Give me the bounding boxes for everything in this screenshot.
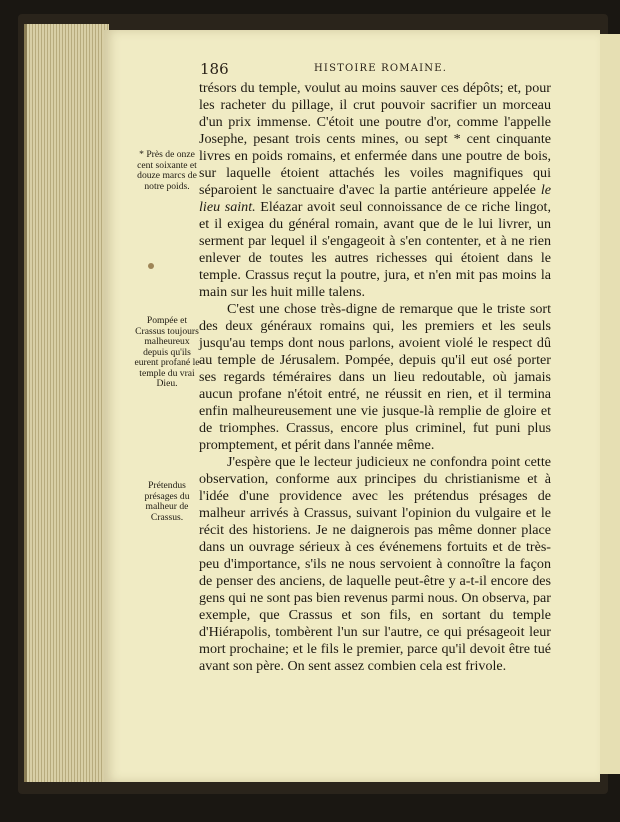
paragraph-text: trésors du temple, voulut au moins sauver ces dépôts; et, pour les racheter du pillage, il crut pouvoir sacrifier un morceau d'un prix immense. C'étoit une poutre d'or, comme l'appelle Josephe, pesant trois cents mines, ou sept * cent cinquante livres en poids romains, et enfermée dans une poutre de bois, sur laquelle étoient attachés les voiles magnifiques qui séparoient le sanctuaire d'avec la partie antérieure appelée bbox=[199, 80, 551, 198]
page-header bbox=[200, 60, 560, 78]
page-number: 186 bbox=[200, 60, 229, 78]
italic-term: le lieu saint. bbox=[199, 182, 551, 215]
margin-note: Pompée et Crassus toujours malheureux depuis qu'ils eurent profané le temple du vrai Dieu. bbox=[134, 315, 200, 389]
body-text bbox=[199, 80, 551, 675]
page-edges bbox=[24, 24, 109, 782]
book-page bbox=[104, 30, 600, 782]
paragraph: J'espère que le lecteur judicieux ne confondra point cette observation, conforme aux principes du christianisme et à l'idée d'une providence avec les prétendus présages de malheur arrivés à Crassus, suivant l'opinion du vulgaire et le récit des historiens. Je ne daignerois pas même donner place dans un ouvrage sérieux à ces événemens fortuits et de très-peu d'importance, s'ils ne nous servoient à connoître la façon de penser des anciens, de laquelle peut-être y a-t-il encore des gens qui ne sont pas bien revenus parmi nous. On observa, par exemple, que Crassus et son fils, en sortant du temple d'Hiérapolis, tombèrent l'un sur l'autre, ce qui présageoit leur mort prochaine; et le fils le premier, parce qu'il devoit être tué avant son père. On sent assez combien cela est frivole. bbox=[199, 454, 551, 674]
margin-note: * Près de onze cent soixante et douze marcs de notre poids. bbox=[137, 149, 197, 192]
paragraph-text: Eléazar avoit seul connoissance de ce riche lingot, et il exigea du général romain, avant que de le lui livrer, un serment par lequel il s'engageoit à s'en contenter, et à ne rien enlever de toutes les autres richesses qui étoient dans le temple. Crassus reçut la poutre, jura, et n'en mit pas moins la main sur les huit mille talens. bbox=[199, 199, 551, 300]
paper-stain bbox=[148, 263, 154, 269]
paragraph bbox=[199, 80, 551, 301]
facing-page-edge bbox=[598, 34, 620, 774]
paragraph: C'est une chose très-digne de remarque que le triste sort des deux généraux romains qui, les premiers et les seuls jusqu'au temps dont nous parlons, avoient violé le respect dû au temple de Jérusalem. Pompée, depuis qu'il eut osé porter ses regards téméraires dans un lieu redoutable, où jamais aucun profane n'étoit entré, ne réussit en rien, et il termina enfin malheureusement une vie jusque-là remplie de gloire et de triomphes. Crassus, encore plus criminel, fut puni plus promptement, et périt dans l'année même. bbox=[199, 301, 551, 453]
running-head: HISTOIRE ROMAINE. bbox=[314, 63, 448, 74]
margin-note: Prétendus présages du malheur de Crassus. bbox=[144, 480, 190, 523]
